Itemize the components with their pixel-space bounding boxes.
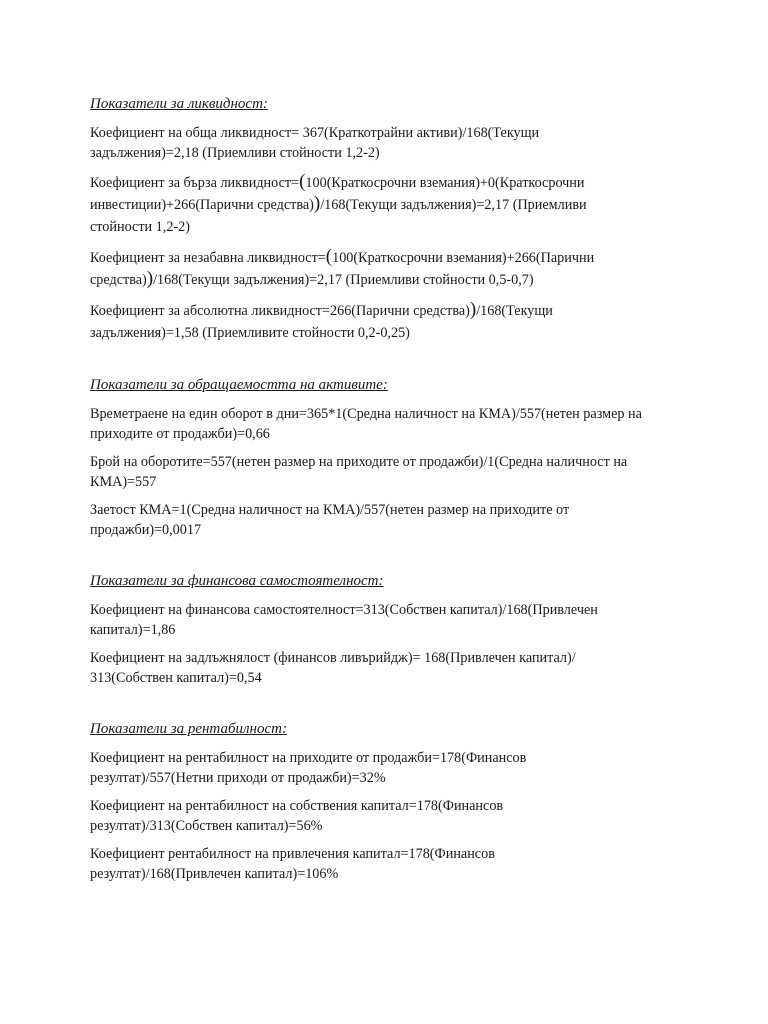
section-spacer	[90, 697, 680, 719]
open-paren: (	[325, 246, 333, 267]
close-paren: )	[469, 299, 477, 320]
paragraph-borrowed-profitability: Коефициент рентабилност на привлечения капитал=178(Финансов резултат)/168(Привлечен капитал)=106%	[90, 846, 495, 882]
formula-suffix: /168(Текущи задължения)=1,58 (Приемливите стойности 0,2-0,25)	[90, 303, 553, 341]
formula-prefix: Коефициент за абсолютна ликвидност=266(Парични средства)	[90, 303, 470, 319]
paragraph-financial-independence: Коефициент на финансова самостоятелност=313(Собствен капитал)/168(Привлечен капитал)=1,86	[90, 602, 598, 638]
section-spacer	[90, 353, 680, 375]
paragraph-turnover-count: Брой на оборотите=557(нетен размер на приходите от продажби)/1(Средна наличност на КМА)=557	[90, 454, 628, 490]
close-paren: )	[146, 268, 154, 289]
paragraph-absolute-liquidity	[90, 300, 610, 344]
open-paren: (	[299, 171, 306, 192]
section-spacer	[90, 549, 680, 571]
section-financial-independence	[90, 571, 680, 688]
paragraph-general-liquidity: Коефициент на обща ликвидност= 367(Краткотрайни активи)/168(Текущи задължения)=2,18 (Приемливи стойности 1,2-2)	[90, 125, 540, 161]
paragraph-sales-profitability: Коефициент на рентабилност на приходите от продажби=178(Финансов резултат)/557(Нетни приходи от продажби)=32%	[90, 750, 527, 786]
formula-prefix: Коефициент за бърза ликвидност=	[90, 175, 300, 191]
section-heading: Показатели за рентабилност:	[90, 721, 287, 737]
formula-middle: 100(Краткосрочни вземания)+0(Краткосрочни инвестиции)+266(Парични средства)	[90, 175, 585, 213]
document-body	[90, 94, 680, 893]
formula-middle: 100(Краткосрочни вземания)+266(Парични средства)	[90, 250, 595, 288]
paragraph-equity-profitability: Коефициент на рентабилност на собствения капитал=178(Финансов резултат)/313(Собствен капитал)=56%	[90, 798, 504, 834]
section-heading: Показатели за финансова самостоятелност:	[90, 573, 384, 589]
paragraph-kma-usage: Заетост КМА=1(Средна наличност на КМА)/557(нетен размер на приходите от продажби)=0,0017	[90, 502, 570, 538]
section-profitability	[90, 719, 680, 884]
section-liquidity	[90, 94, 680, 344]
paragraph-quick-liquidity	[90, 172, 650, 238]
formula-prefix: Коефициент за незабавна ликвидност=	[90, 250, 326, 266]
paragraph-immediate-liquidity	[90, 247, 650, 291]
close-paren: )	[313, 193, 321, 214]
paragraph-leverage: Коефициент на задлъжнялост (финансов ливърийдж)= 168(Привлечен капитал)/ 313(Собствен капитал)=0,54	[90, 650, 576, 686]
formula-suffix: /168(Текущи задължения)=2,17 (Приемливи стойности 1,2-2)	[90, 197, 587, 235]
section-heading: Показатели за обращаемостта на активите:	[90, 377, 388, 393]
paragraph-turnover-duration: Времетраене на един оборот в дни=365*1(Средна наличност на КМА)/557(нетен размер на приходите от продажби)=0,66	[90, 406, 642, 442]
formula-suffix: /168(Текущи задължения)=2,17 (Приемливи стойности 0,5-0,7)	[153, 272, 534, 288]
section-heading: Показатели за ликвидност:	[90, 96, 268, 112]
section-asset-turnover	[90, 375, 680, 540]
